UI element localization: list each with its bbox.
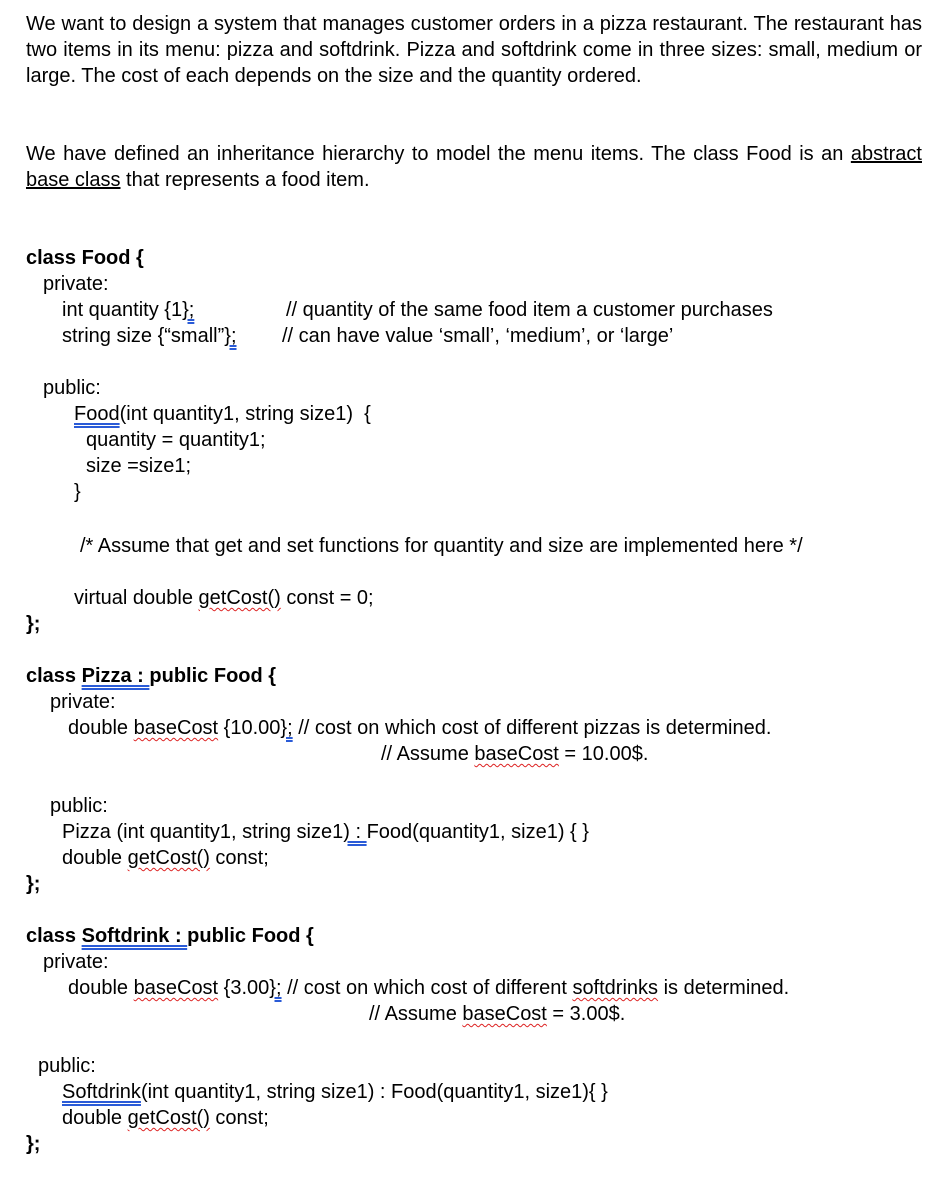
softdrink-class-declaration: class Softdrink : public Food { [26, 925, 314, 947]
pizza-private-label: private: [50, 691, 116, 713]
intro-paragraph-1 [26, 11, 922, 89]
pizza-public-label: public: [50, 795, 108, 817]
pizza-constructor: Pizza (int quantity1, string size1) : Food(quantity1, size1) { } [62, 821, 589, 843]
food-assume-comment: /* Assume that get and set functions for quantity and size are implemented here */ [80, 535, 803, 557]
food-constructor-close: } [74, 481, 81, 503]
food-constructor-signature: Food(int quantity1, string size1) { [74, 403, 371, 425]
intro-p2-tail: that represents a food item. [120, 169, 370, 191]
food-size-member: string size {“small”}; [62, 325, 237, 347]
softdrink-public-label: public: [38, 1055, 96, 1077]
softdrink-class-close: }; [26, 1133, 41, 1155]
softdrink-assume-comment: // Assume baseCost = 3.00$. [369, 1003, 626, 1025]
pizza-class-declaration: class Pizza : public Food { [26, 665, 277, 687]
food-class-declaration: class Food { [26, 247, 144, 269]
food-class-close: }; [26, 613, 41, 635]
intro-p2-text: We have defined an inheritance hierarchy to model the menu items. The class Food is an [26, 143, 851, 165]
softdrink-getcost: double getCost() const; [62, 1107, 269, 1129]
pizza-getcost: double getCost() const; [62, 847, 269, 869]
food-quantity-member: int quantity {1}; [62, 299, 195, 321]
intro-p1-text: We want to design a system that manages customer orders in a pizza restaurant. The restaurant has two items in its menu: pizza and softdrink. Pizza and softdrink come in three sizes: small, medium or large. The cost of each depends on the size and the quantity ordered. [26, 13, 922, 87]
pizza-assume-comment: // Assume baseCost = 10.00$. [381, 743, 649, 765]
food-size-comment: // can have value ‘small’, ‘medium’, or ‘large’ [282, 325, 674, 347]
intro-paragraph-2 [26, 141, 922, 193]
softdrink-private-label: private: [43, 951, 109, 973]
softdrink-constructor: Softdrink(int quantity1, string size1) : Food(quantity1, size1){ } [62, 1081, 608, 1103]
abstract-base-class-link: abstract base class [26, 143, 922, 191]
food-constructor-line-1: quantity = quantity1; [86, 429, 266, 451]
pizza-class-close: }; [26, 873, 41, 895]
softdrink-basecost-member: double baseCost {3.00}; // cost on which cost of different softdrinks is determined. [68, 977, 790, 999]
food-quantity-comment: // quantity of the same food item a customer purchases [286, 299, 773, 321]
food-public-label: public: [43, 377, 101, 399]
food-virtual-getcost: virtual double getCost() const = 0; [74, 587, 374, 609]
food-private-label: private: [43, 273, 109, 295]
pizza-basecost-member: double baseCost {10.00}; // cost on which cost of different pizzas is determined. [68, 717, 772, 739]
food-constructor-line-2: size =size1; [86, 455, 192, 477]
